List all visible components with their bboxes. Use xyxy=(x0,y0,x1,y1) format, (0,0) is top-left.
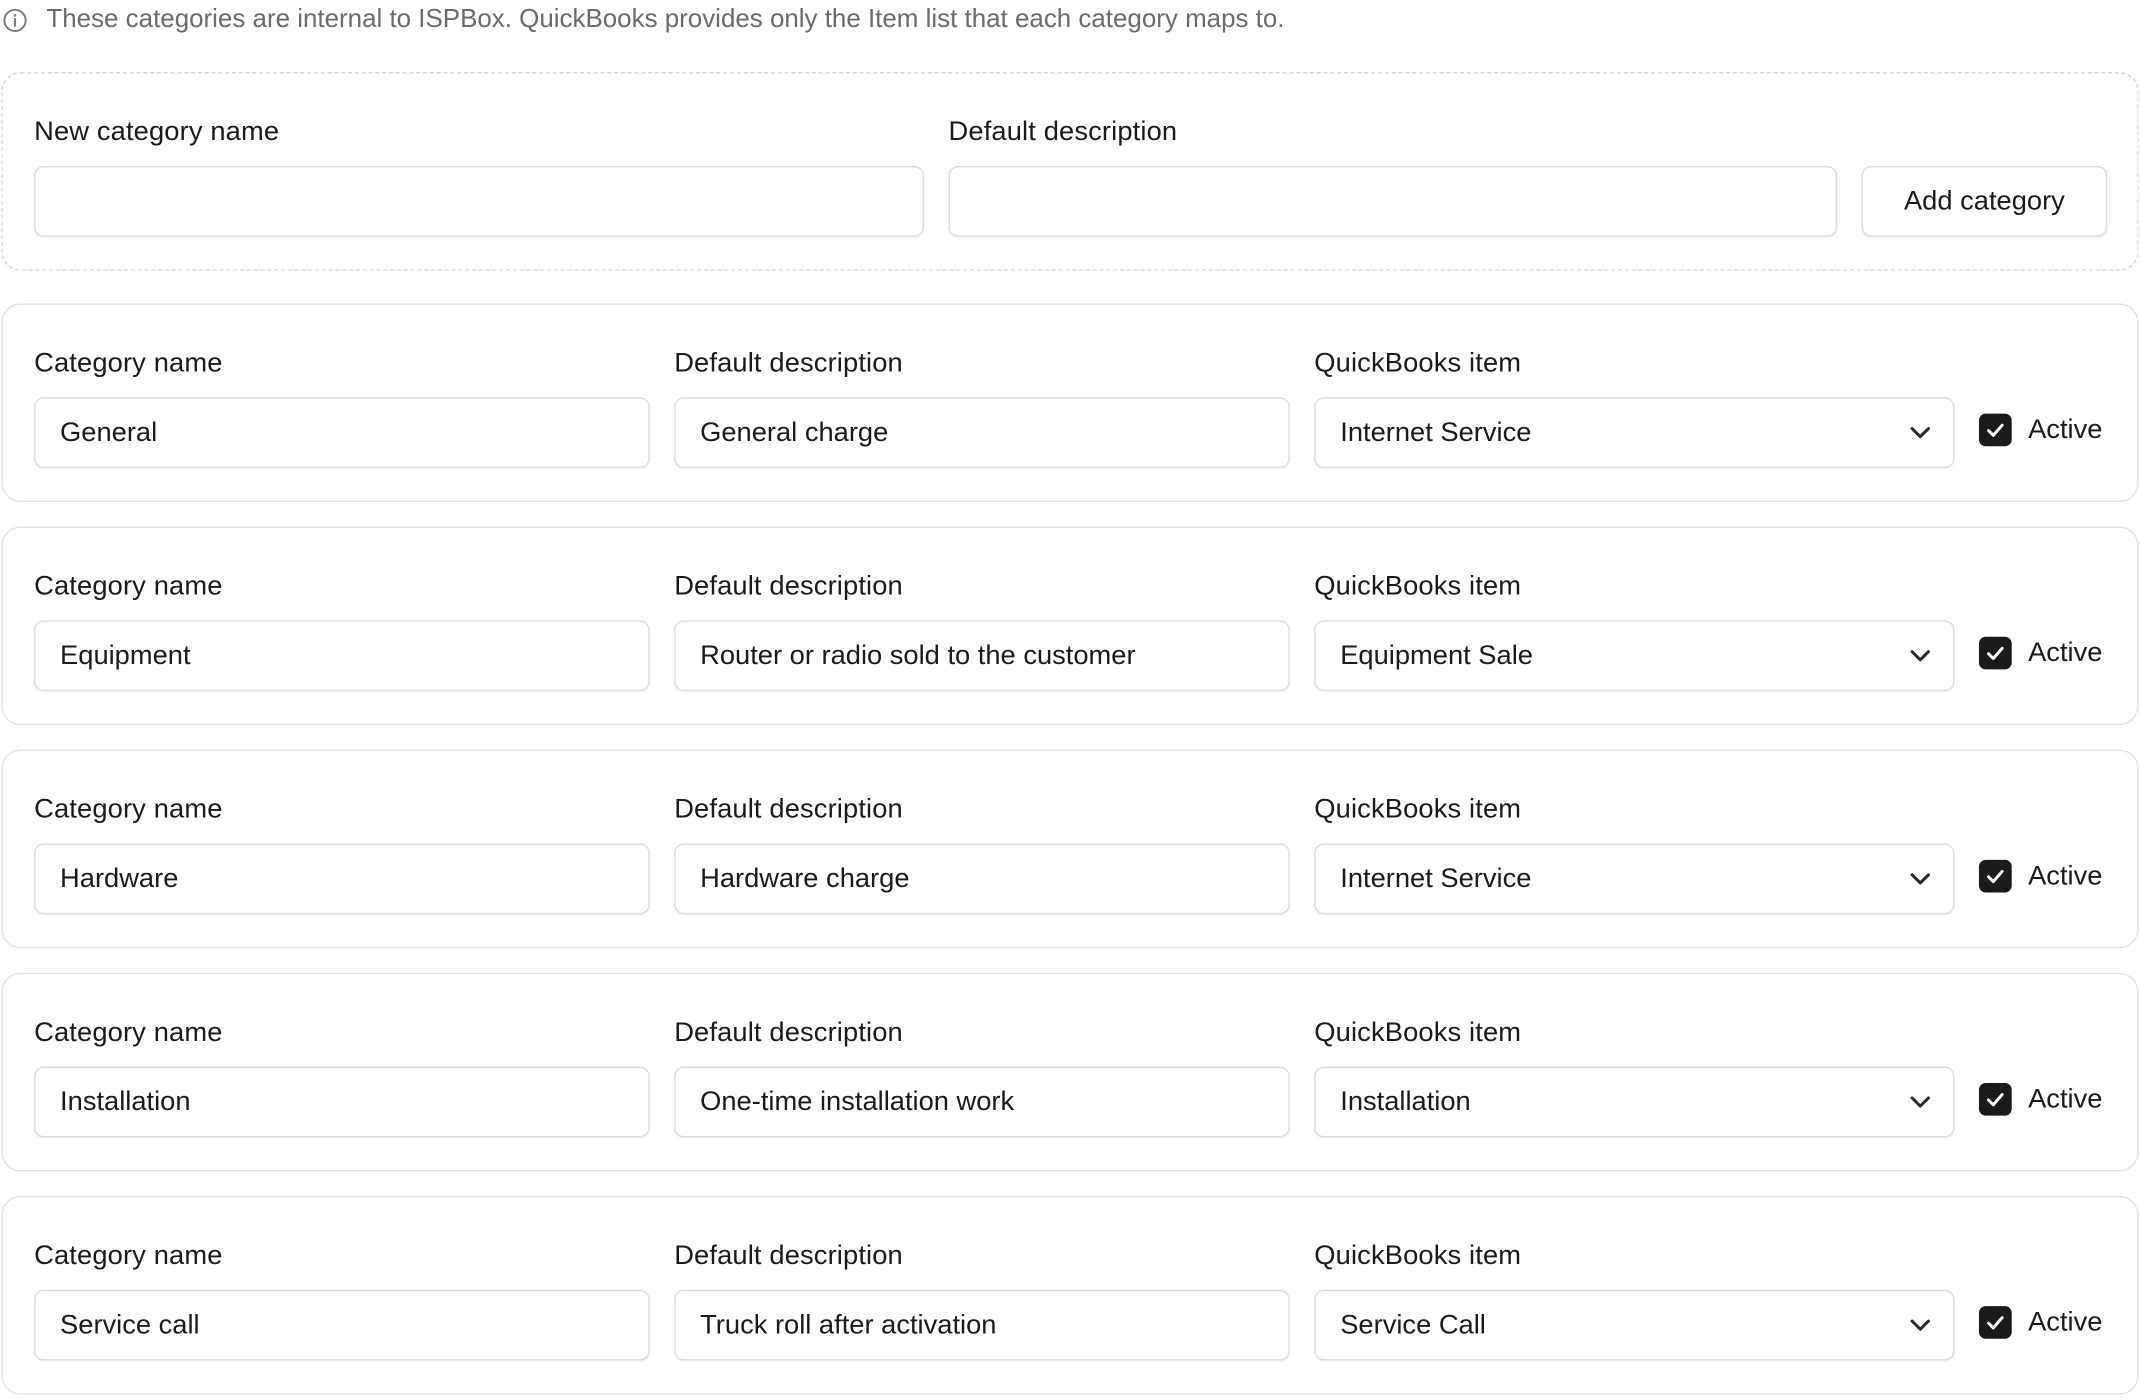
category-row xyxy=(1,303,2138,502)
quickbooks-item-label: QuickBooks item xyxy=(1314,1240,1522,1271)
active-toggle[interactable] xyxy=(1979,1305,2102,1340)
quickbooks-item-value: Equipment Sale xyxy=(1340,640,1533,671)
default-description-label: Default description xyxy=(674,1017,903,1048)
active-label: Active xyxy=(2028,414,2103,445)
default-description-label: Default description xyxy=(674,1240,903,1271)
category-name-input[interactable]: Installation xyxy=(34,1067,650,1138)
category-row xyxy=(1,1196,2138,1395)
active-checkbox[interactable] xyxy=(1979,637,2012,670)
check-icon xyxy=(1984,1312,2006,1334)
new-category-description-input[interactable] xyxy=(949,166,1837,237)
category-row xyxy=(1,973,2138,1172)
default-description-input[interactable]: Router or radio sold to the customer xyxy=(674,620,1290,691)
active-toggle[interactable] xyxy=(1979,412,2102,447)
check-icon xyxy=(1984,642,2006,664)
check-icon xyxy=(1984,865,2006,887)
category-name-label: Category name xyxy=(34,1240,223,1271)
category-name-input[interactable]: Hardware xyxy=(34,844,650,915)
quickbooks-item-label: QuickBooks item xyxy=(1314,794,1522,825)
default-description-input[interactable]: General charge xyxy=(674,397,1290,468)
category-name-label: Category name xyxy=(34,794,223,825)
check-icon xyxy=(1984,1088,2006,1110)
default-description-input[interactable]: Truck roll after activation xyxy=(674,1290,1290,1361)
quickbooks-item-select[interactable] xyxy=(1314,1290,1954,1361)
active-label: Active xyxy=(2028,860,2103,891)
category-name-input[interactable]: General xyxy=(34,397,650,468)
active-toggle[interactable] xyxy=(1979,1082,2102,1117)
quickbooks-item-label: QuickBooks item xyxy=(1314,348,1522,379)
quickbooks-item-value: Installation xyxy=(1340,1086,1471,1117)
quickbooks-item-select[interactable] xyxy=(1314,397,1954,468)
info-note xyxy=(3,4,1285,37)
quickbooks-item-select[interactable] xyxy=(1314,844,1954,915)
category-name-input[interactable]: Equipment xyxy=(34,620,650,691)
quickbooks-item-value: Internet Service xyxy=(1340,417,1532,447)
active-toggle[interactable] xyxy=(1979,635,2102,670)
category-name-label: Category name xyxy=(34,1017,223,1048)
chevron-down-icon xyxy=(1907,419,1934,446)
check-icon xyxy=(1984,419,2006,441)
active-checkbox[interactable] xyxy=(1979,1306,2012,1339)
chevron-down-icon xyxy=(1907,642,1934,669)
quickbooks-item-value: Internet Service xyxy=(1340,863,1532,894)
category-row xyxy=(1,527,2138,726)
active-label: Active xyxy=(2028,637,2103,668)
active-checkbox[interactable] xyxy=(1979,414,2012,447)
new-category-description-label: Default description xyxy=(948,117,1178,147)
new-category-panel xyxy=(1,72,2138,271)
category-name-input[interactable]: Service call xyxy=(34,1290,650,1361)
quickbooks-item-label: QuickBooks item xyxy=(1314,1017,1522,1048)
new-category-name-input[interactable] xyxy=(34,166,924,237)
default-description-input[interactable]: Hardware charge xyxy=(674,844,1290,915)
chevron-down-icon xyxy=(1907,1312,1934,1339)
active-checkbox[interactable] xyxy=(1979,1083,2012,1116)
active-label: Active xyxy=(2028,1083,2103,1114)
default-description-label: Default description xyxy=(674,571,903,602)
quickbooks-item-select[interactable] xyxy=(1314,620,1954,691)
quickbooks-item-value: Service Call xyxy=(1340,1309,1486,1340)
category-row xyxy=(1,750,2138,949)
default-description-label: Default description xyxy=(674,794,903,825)
default-description-input[interactable]: One-time installation work xyxy=(674,1067,1290,1138)
category-name-label: Category name xyxy=(34,571,223,602)
info-circle-icon xyxy=(3,8,28,32)
quickbooks-item-label: QuickBooks item xyxy=(1314,571,1522,602)
quickbooks-item-select[interactable] xyxy=(1314,1067,1954,1138)
active-checkbox[interactable] xyxy=(1979,860,2012,893)
chevron-down-icon xyxy=(1907,865,1934,892)
active-toggle[interactable] xyxy=(1979,859,2102,894)
info-text: These categories are internal to ISPBox. QuickBooks provides only the Item list that each category maps to. xyxy=(46,5,1285,35)
new-category-name-label: New category name xyxy=(34,117,280,147)
category-name-label: Category name xyxy=(34,348,223,379)
active-label: Active xyxy=(2028,1306,2103,1337)
add-category-button[interactable]: Add category xyxy=(1862,166,2108,237)
default-description-label: Default description xyxy=(674,348,903,379)
chevron-down-icon xyxy=(1907,1088,1934,1115)
